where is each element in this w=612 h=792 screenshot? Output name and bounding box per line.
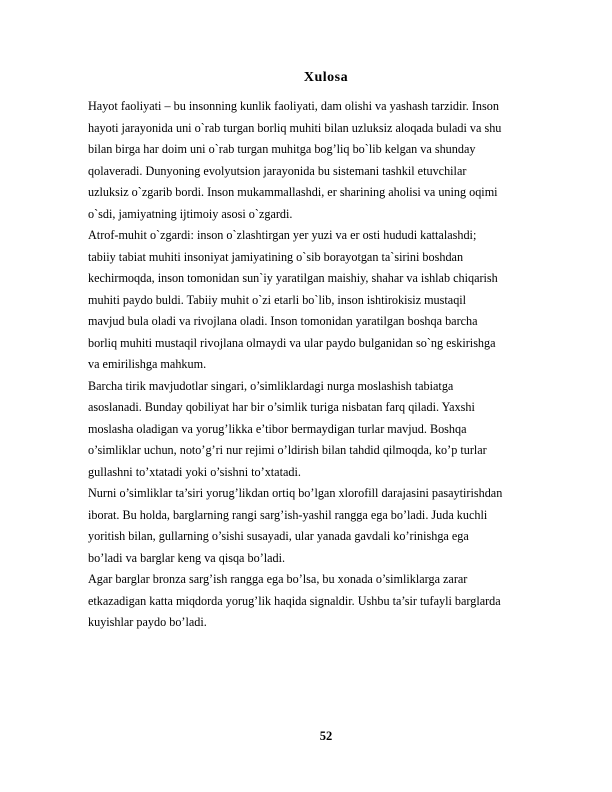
text-line: tabiiy tabiat muhiti insoniyat jamiyatining o`sib borayotgan ta`sirini boshdan bbox=[88, 249, 464, 264]
text-line: qolaveradi. Dunyoning evolyutsion jarayonida bu sistemani tashkil etuvchilar bbox=[88, 163, 467, 178]
text-line: bo’ladi va barglar keng va qisqa bo’ladi. bbox=[88, 550, 286, 565]
text-line: uzluksiz o`zgarib bordi. Inson mukammallashdi, er sharining aholisi va uning oqimi bbox=[88, 185, 498, 199]
text-line: hayoti jarayonida uni o`rab turgan borliq muhiti bilan uzluksiz aloqada buladi va shu bbox=[88, 120, 502, 135]
text-line: muhiti paydo buldi. Tabiiy muhit o`zi etarli bo`lib, inson ishtirokisiz mustaqil bbox=[88, 292, 467, 307]
text-line: va emirilishga mahkum. bbox=[88, 357, 207, 371]
text-line: asoslanadi. Bunday qobiliyat har bir o’simlik turiga nisbatan farq qiladi. Yaxshi bbox=[88, 400, 475, 414]
text-line: yoritish bilan, gullarning o’sishi susayadi, ular yanada gavdali ko’rinishga ega bbox=[88, 529, 469, 543]
text-line: Atrof-muhit o`zgardi: inson o`zlashtirgan yer yuzi va er osti hududi kattalashdi; bbox=[88, 228, 477, 242]
text-line: Agar barglar bronza sarg’ish rangga ega bo’lsa, bu xonada o’simliklarga zarar bbox=[88, 572, 468, 586]
text-line: Barcha tirik mavjudotlar singari, o’simliklardagi nurga moslashish tabiatga bbox=[88, 378, 454, 393]
text-line: iborat. Bu holda, barglarning rangi sarg’ish-yashil rangga ega bo’ladi. Juda kuchli bbox=[88, 507, 488, 522]
text-line: kuyishlar paydo bo’ladi. bbox=[88, 615, 207, 629]
text-line: o’simliklar uchun, noto’g’ri nur rejimi o’ldirish bilan tahdid qilmoqda, ko’p turlar bbox=[88, 443, 487, 457]
text-line: Hayot faoliyati – bu insonning kunlik faoliyati, dam olishi va yashash tarzidir. Inson bbox=[88, 99, 499, 113]
text-line: gullashni to’xtatadi yoki o’sishni to’xtatadi. bbox=[88, 464, 301, 479]
text-line: mavjud bula oladi va rivojlana oladi. Inson tomonidan yaratilgan boshqa barcha bbox=[88, 314, 478, 328]
body-text bbox=[88, 96, 568, 634]
text-line: borliq muhiti mustaqil rivojlana olmaydi va ular paydo bulganidan so`ng eskirishga bbox=[88, 335, 496, 350]
text-line: etkazadigan katta miqdorda yorug’lik haqida signaldir. Ushbu ta’sir tufayli barglarda bbox=[88, 593, 501, 608]
page-number: 52 bbox=[319, 729, 333, 743]
text-line: kechirmoqda, inson tomonidan sun`iy yaratilgan maishiy, shahar va ishlab chiqarish bbox=[88, 271, 498, 285]
text-line: moslasha oladigan va yorug’likka e’tibor bermaydigan turlar mavjud. Boshqa bbox=[88, 421, 467, 436]
page-title: Xulosa bbox=[303, 70, 349, 85]
text-line: bilan birga har doim uni o`rab turgan muhitga bog’liq bo`lib kelgan va shunday bbox=[88, 142, 476, 156]
text-line: Nurni o’simliklar ta’siri yorug’likdan ortiq bo’lgan xlorofill darajasini pasaytirishdan bbox=[88, 486, 503, 500]
text-line: o`sdi, jamiyatning ijtimoiy asosi o`zgardi. bbox=[88, 206, 293, 221]
